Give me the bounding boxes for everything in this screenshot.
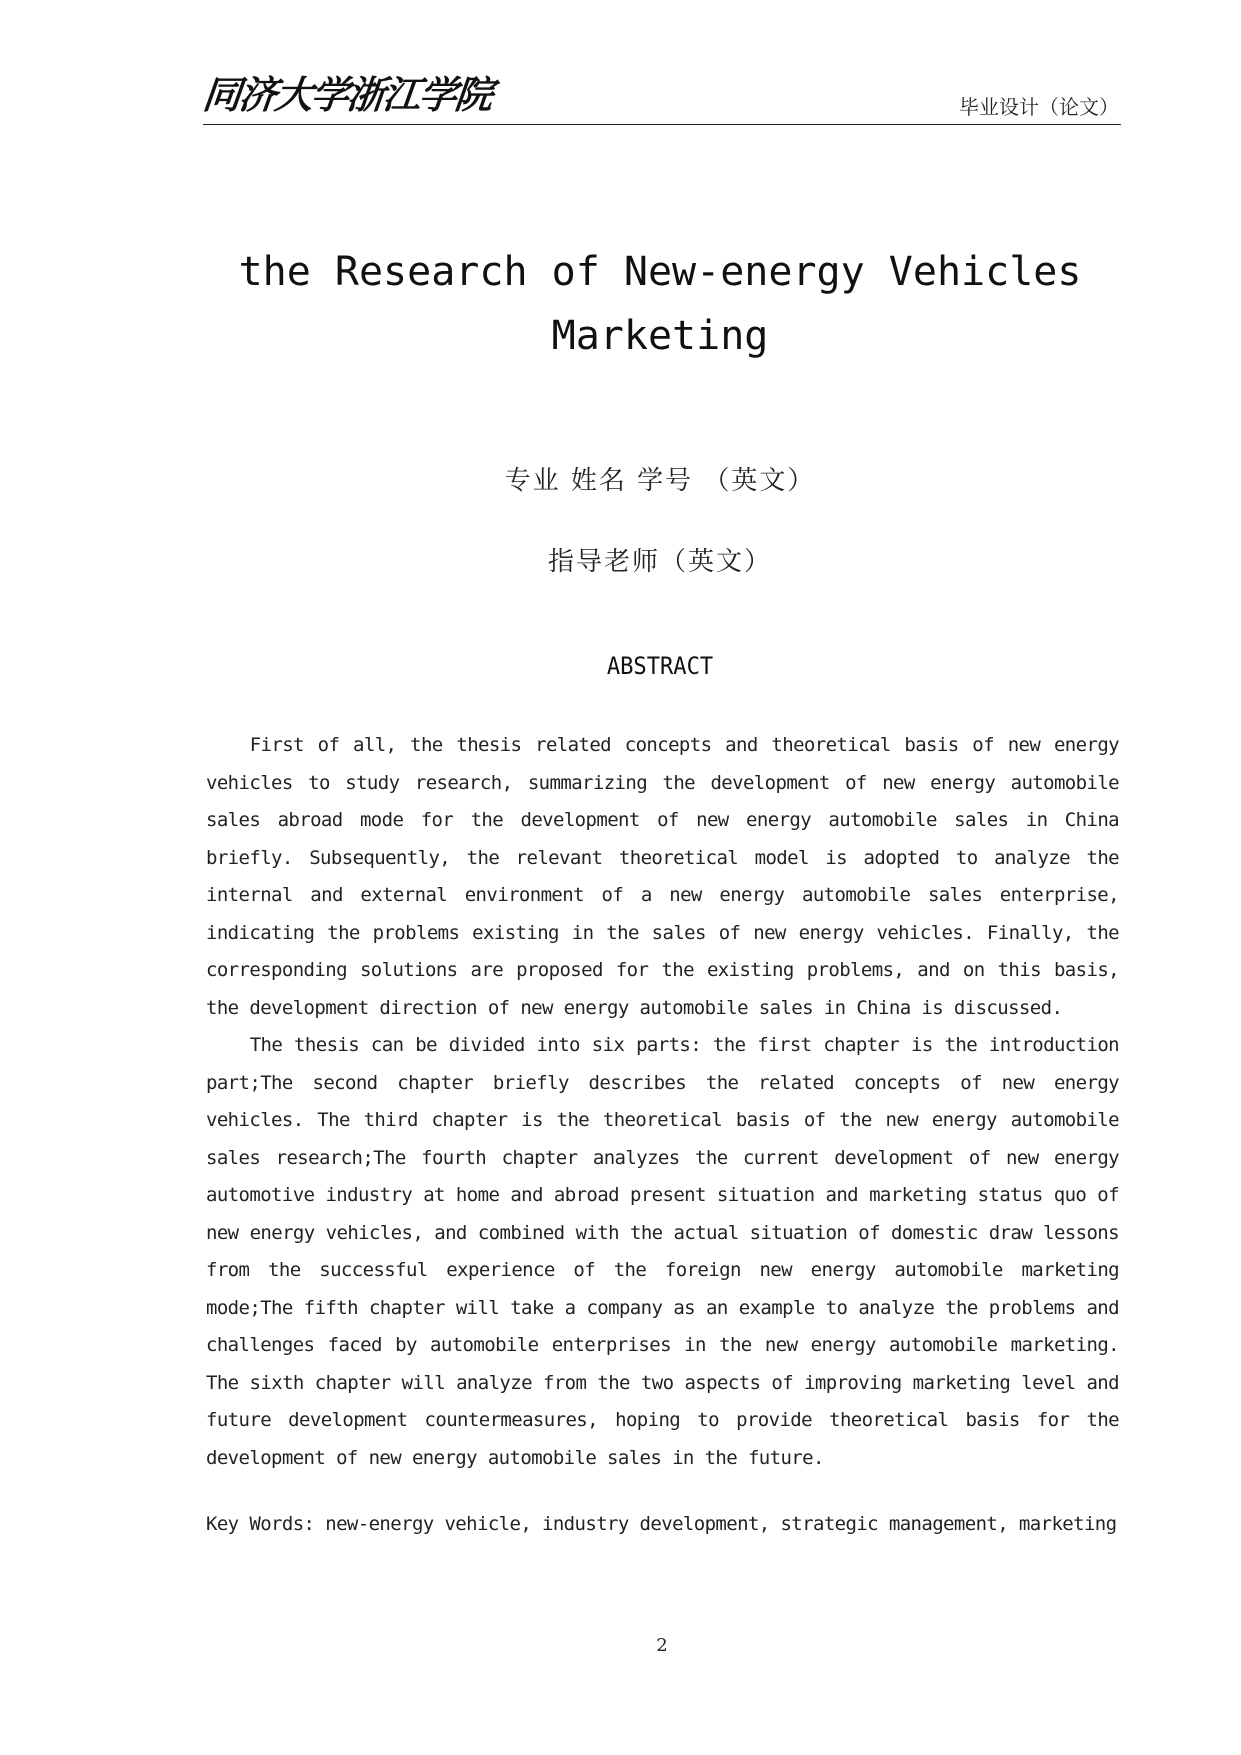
abstract-heading: ABSTRACT — [606, 652, 714, 680]
advisor-info: 指导老师（英文） — [547, 547, 772, 577]
keywords-line: Key Words: new-energy vehicle, industry development, strategic management, marketing — [206, 1513, 1117, 1535]
thesis-title — [200, 240, 1120, 368]
abstract-body — [206, 727, 1119, 1477]
thesis-title-line-1: the Research of New-energy Vehicles — [238, 249, 1082, 295]
page-header — [200, 72, 1121, 126]
abstract-paragraph-1: First of all, the thesis related concepts and theoretical basis of new energy vehicles to study research, summarizing the development of new energy automobile sales abroad mode for the development of new energy automobile sales in China briefly. Subsequently, the relevant theoretical model is adopted to analyze the internal and external environment of a new energy automobile sales enterprise, indicating the problems existing in the sales of new energy vehicles. Finally, the corresponding solutions are proposed for the existing problems, and on this basis, the development direction of new energy automobile sales in China is discussed. — [206, 734, 1119, 1019]
header-divider — [203, 124, 1121, 125]
page-number: 2 — [656, 1635, 668, 1656]
abstract-paragraph-2: The thesis can be divided into six parts: the first chapter is the introduction part;The second chapter briefly describes the related concepts of new energy vehicles. The third chapter is the theoretical basis of the new energy automobile sales research;The fourth chapter analyzes the current development of new energy automotive industry at home and abroad present situation and marketing status quo of new energy vehicles, and combined with the actual situation of domestic draw lessons from the successful experience of the foreign new energy automobile marketing mode;The fifth chapter will take a company as an example to analyze the problems and challenges faced by automobile enterprises in the new energy automobile marketing. The sixth chapter will analyze from the two aspects of improving marketing level and future development countermeasures, hoping to provide theoretical basis for the development of new energy automobile sales in the future. — [206, 1034, 1119, 1469]
header-document-type: 毕业设计（论文） — [959, 95, 1119, 119]
university-logo-text: 同济大学浙江学院 — [200, 72, 494, 117]
thesis-title-line-2: Marketing — [551, 313, 769, 359]
author-info: 专业 姓名 学号 （英文） — [504, 466, 816, 496]
